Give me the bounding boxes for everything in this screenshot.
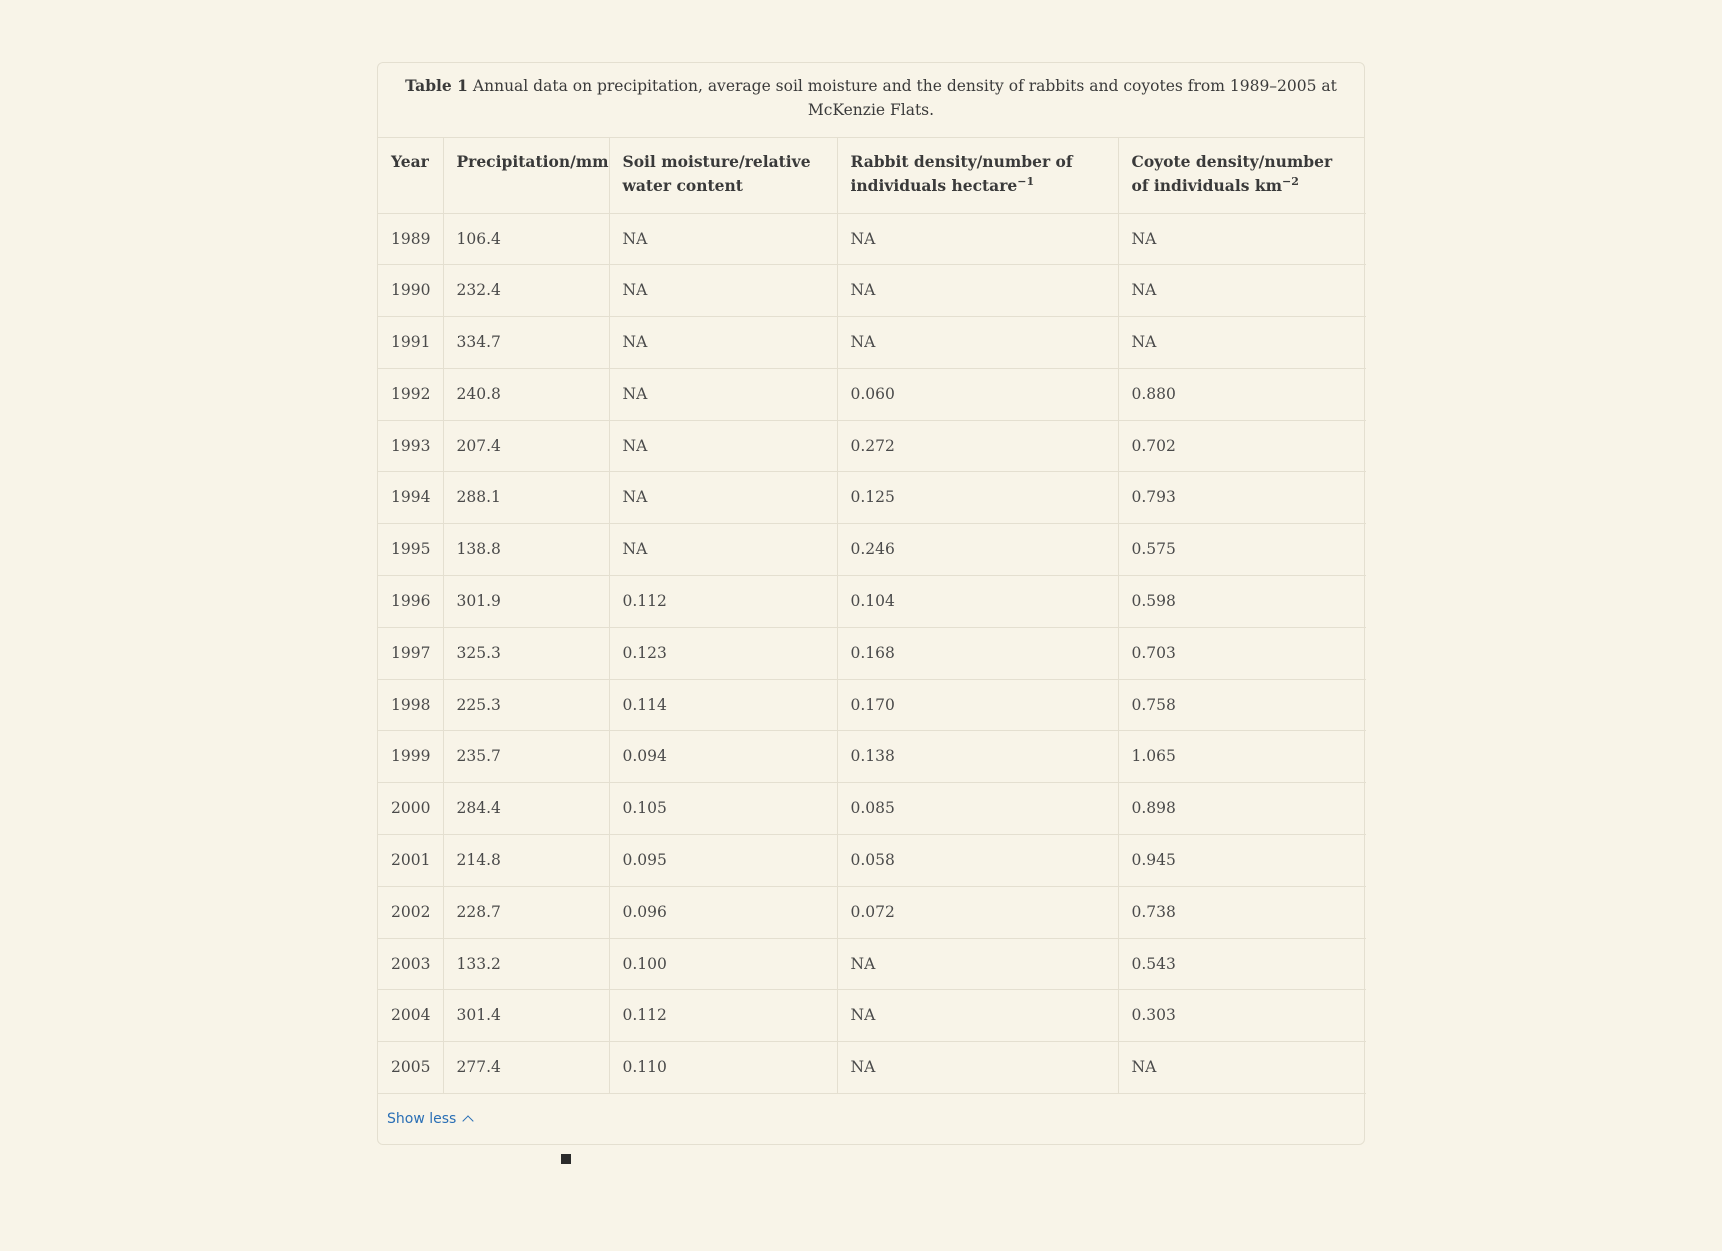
table-row — [378, 835, 1366, 887]
table-header — [378, 138, 1366, 213]
header-precipitation-text: Precipitation/mm — [456, 152, 609, 171]
cell-coyote-density: 0.543 — [1118, 938, 1366, 990]
cell-precipitation: 232.4 — [443, 265, 609, 317]
cell-soil-moisture: NA — [609, 368, 837, 420]
cell-precipitation: 225.3 — [443, 679, 609, 731]
cell-coyote-density: 0.945 — [1118, 835, 1366, 887]
cell-rabbit-density: NA — [837, 213, 1118, 265]
header-coyote-density — [1118, 138, 1366, 213]
cell-year: 1995 — [378, 524, 443, 576]
cell-rabbit-density: 0.085 — [837, 783, 1118, 835]
cell-rabbit-density: 0.168 — [837, 627, 1118, 679]
cell-year: 1994 — [378, 472, 443, 524]
table-row — [378, 213, 1366, 265]
show-less-label: Show less — [387, 1111, 457, 1128]
table-row — [378, 317, 1366, 369]
table-row — [378, 576, 1366, 628]
chevron-up-icon — [463, 1115, 474, 1126]
header-year — [378, 138, 443, 213]
cell-precipitation: 133.2 — [443, 938, 609, 990]
cell-coyote-density: NA — [1118, 1042, 1366, 1094]
cell-precipitation: 138.8 — [443, 524, 609, 576]
cell-soil-moisture: 0.114 — [609, 679, 837, 731]
cell-soil-moisture: NA — [609, 472, 837, 524]
header-coyote-density-sup: −2 — [1281, 174, 1299, 188]
header-soil-moisture-text: Soil moisture/relative water content — [622, 152, 811, 195]
header-rabbit-density-text: Rabbit density/number of individuals hectare — [850, 152, 1073, 195]
cell-rabbit-density: NA — [837, 990, 1118, 1042]
header-coyote-density-text: Coyote density/number of individuals km — [1131, 152, 1333, 195]
table-row — [378, 627, 1366, 679]
cell-coyote-density: NA — [1118, 213, 1366, 265]
cell-rabbit-density: NA — [837, 265, 1118, 317]
cell-year: 1992 — [378, 368, 443, 420]
cell-year: 1997 — [378, 627, 443, 679]
cell-rabbit-density: NA — [837, 317, 1118, 369]
table-row — [378, 420, 1366, 472]
cell-rabbit-density: 0.058 — [837, 835, 1118, 887]
cell-year: 1990 — [378, 265, 443, 317]
cell-year: 2004 — [378, 990, 443, 1042]
cell-precipitation: 301.9 — [443, 576, 609, 628]
cell-soil-moisture: 0.112 — [609, 576, 837, 628]
cell-coyote-density: 0.898 — [1118, 783, 1366, 835]
cell-coyote-density: NA — [1118, 317, 1366, 369]
cell-soil-moisture: NA — [609, 420, 837, 472]
table-row — [378, 679, 1366, 731]
table-row — [378, 990, 1366, 1042]
data-table — [378, 138, 1366, 1094]
cell-precipitation: 207.4 — [443, 420, 609, 472]
cell-precipitation: 240.8 — [443, 368, 609, 420]
table-row — [378, 472, 1366, 524]
cell-coyote-density: 0.738 — [1118, 886, 1366, 938]
cell-rabbit-density: NA — [837, 1042, 1118, 1094]
cell-precipitation: 235.7 — [443, 731, 609, 783]
table-row — [378, 886, 1366, 938]
cell-rabbit-density: 0.072 — [837, 886, 1118, 938]
cell-precipitation: 284.4 — [443, 783, 609, 835]
header-row — [378, 138, 1366, 213]
table-caption-text: Annual data on precipitation, average soil moisture and the density of rabbits and coyotes from 1989–2005 at McKenzie Flats. — [472, 77, 1337, 119]
cell-rabbit-density: 0.060 — [837, 368, 1118, 420]
cell-coyote-density: 0.793 — [1118, 472, 1366, 524]
header-precipitation — [443, 138, 609, 213]
cell-year: 1998 — [378, 679, 443, 731]
cell-rabbit-density: 0.246 — [837, 524, 1118, 576]
cell-coyote-density: 0.575 — [1118, 524, 1366, 576]
table-body — [378, 213, 1366, 1094]
cell-year: 1999 — [378, 731, 443, 783]
cell-soil-moisture: NA — [609, 317, 837, 369]
cell-soil-moisture: NA — [609, 524, 837, 576]
table-row — [378, 731, 1366, 783]
table-caption — [378, 63, 1364, 138]
header-rabbit-density-sup: −1 — [1017, 174, 1035, 188]
cell-soil-moisture: 0.096 — [609, 886, 837, 938]
cell-year: 2002 — [378, 886, 443, 938]
cell-coyote-density: 0.598 — [1118, 576, 1366, 628]
table-row — [378, 524, 1366, 576]
table-footer — [378, 1094, 1364, 1144]
cell-soil-moisture: 0.095 — [609, 835, 837, 887]
header-year-text: Year — [391, 152, 429, 171]
cell-year: 2000 — [378, 783, 443, 835]
cell-year: 2003 — [378, 938, 443, 990]
cell-rabbit-density: 0.138 — [837, 731, 1118, 783]
cell-coyote-density: 0.880 — [1118, 368, 1366, 420]
table-row — [378, 265, 1366, 317]
cell-soil-moisture: 0.112 — [609, 990, 837, 1042]
cell-precipitation: 325.3 — [443, 627, 609, 679]
cell-precipitation: 277.4 — [443, 1042, 609, 1094]
cell-coyote-density: NA — [1118, 265, 1366, 317]
cell-coyote-density: 0.703 — [1118, 627, 1366, 679]
cell-coyote-density: 0.702 — [1118, 420, 1366, 472]
header-soil-moisture — [609, 138, 837, 213]
table-row — [378, 368, 1366, 420]
cell-year: 1996 — [378, 576, 443, 628]
cell-year: 2005 — [378, 1042, 443, 1094]
cell-coyote-density: 0.303 — [1118, 990, 1366, 1042]
cell-soil-moisture: 0.110 — [609, 1042, 837, 1094]
cell-precipitation: 228.7 — [443, 886, 609, 938]
cell-soil-moisture: 0.105 — [609, 783, 837, 835]
cell-precipitation: 106.4 — [443, 213, 609, 265]
cell-precipitation: 334.7 — [443, 317, 609, 369]
table-row — [378, 1042, 1366, 1094]
table-caption-label: Table 1 — [405, 76, 468, 95]
cell-year: 1993 — [378, 420, 443, 472]
header-rabbit-density — [837, 138, 1118, 213]
cell-soil-moisture: 0.100 — [609, 938, 837, 990]
cell-soil-moisture: NA — [609, 265, 837, 317]
cell-rabbit-density: 0.104 — [837, 576, 1118, 628]
show-less-button[interactable] — [387, 1111, 472, 1127]
cell-precipitation: 214.8 — [443, 835, 609, 887]
cursor-marker — [561, 1154, 571, 1164]
cell-year: 1991 — [378, 317, 443, 369]
cell-precipitation: 301.4 — [443, 990, 609, 1042]
table-row — [378, 783, 1366, 835]
cell-rabbit-density: NA — [837, 938, 1118, 990]
cell-soil-moisture: 0.094 — [609, 731, 837, 783]
cell-rabbit-density: 0.272 — [837, 420, 1118, 472]
table-row — [378, 938, 1366, 990]
cell-year: 1989 — [378, 213, 443, 265]
cell-precipitation: 288.1 — [443, 472, 609, 524]
cell-rabbit-density: 0.125 — [837, 472, 1118, 524]
cell-year: 2001 — [378, 835, 443, 887]
cell-coyote-density: 0.758 — [1118, 679, 1366, 731]
cell-rabbit-density: 0.170 — [837, 679, 1118, 731]
cell-coyote-density: 1.065 — [1118, 731, 1366, 783]
cell-soil-moisture: 0.123 — [609, 627, 837, 679]
data-table-card — [377, 62, 1365, 1145]
cell-soil-moisture: NA — [609, 213, 837, 265]
